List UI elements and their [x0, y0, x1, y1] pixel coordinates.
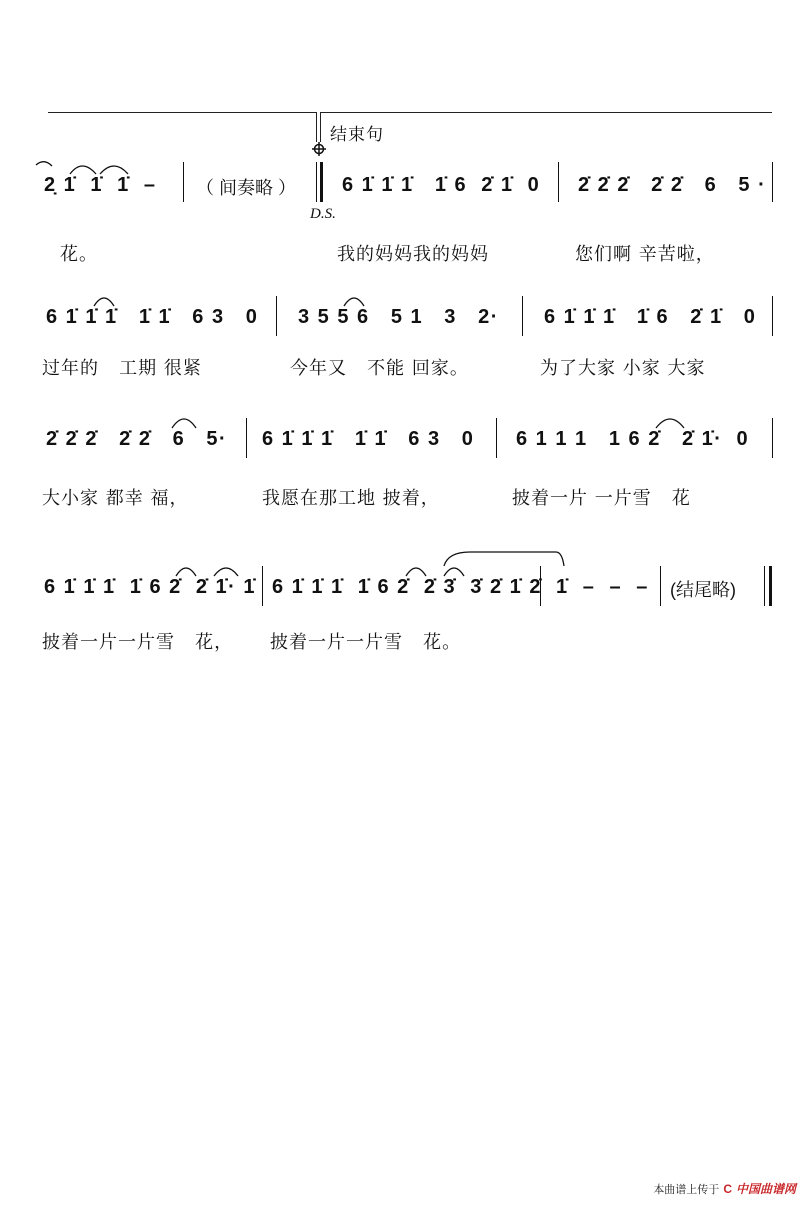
row3-lyric2: 我愿在那工地 披着， — [262, 488, 440, 509]
row3-lyric3: 披着一片 一片雪 花 — [512, 488, 691, 509]
row4-lyric2: 披着一片一片雪 花。 — [270, 632, 462, 653]
row4-lyric1: 披着一片一片雪 花， — [42, 632, 234, 653]
footer — [653, 1180, 796, 1197]
row3-lyric1: 大小家 都幸 福， — [42, 488, 189, 509]
row2-measure1: 6 1̇ 1̇ 1̇ 1̇ 1̇ 6 3 0 — [46, 306, 259, 328]
ds-mark: D.S. — [310, 206, 336, 222]
row3-measure3: 6 1 1 1 1 6 2̇ 2̇ 1̇· 0 — [516, 428, 750, 450]
row1-interlude: （ 间奏略 ） — [196, 178, 297, 198]
row1-lyric1: 花。 — [60, 244, 98, 265]
row1-measure2: 6 1̇ 1̇ 1̇ 1̇ 6 2̇ 1̇ 0 — [342, 174, 541, 196]
row2-measure2: 3 5 5 6 5 1 3 2· — [298, 306, 499, 328]
row3-measure2: 6 1̇ 1̇ 1̇ 1̇ 1̇ 6 3 0 — [262, 428, 475, 450]
coda-label: 结束句 — [330, 125, 384, 144]
row1-measure1: 2̣ 1̇ 1̇ 1̇ – — [44, 174, 157, 196]
footer-upload-text: 本曲谱上传于 — [653, 1183, 720, 1196]
row1-lyric2: 我的妈妈我的妈妈 — [337, 244, 489, 265]
row2-measure3: 6 1̇ 1̇ 1̇ 1̇ 6 2̇ 1̇ 0 — [544, 306, 757, 328]
row1-measure3: 2̇ 2̇ 2̇ 2̇ 2̇ 6 5 · — [578, 174, 767, 196]
site-logo-icon: C — [723, 1181, 732, 1196]
row2-lyric2: 今年又 不能 回家。 — [290, 358, 469, 379]
row4-measure3: 1̇ – – – — [556, 576, 649, 598]
footer-site-name[interactable]: 中国曲谱网 — [735, 1182, 796, 1196]
row2-lyric1: 过年的 工期 很紧 — [42, 358, 202, 379]
row4-measure1: 6 1̇ 1̇ 1̇ 1̇ 6 2̇ 2̇ 1̇· 1̇ — [44, 576, 257, 598]
row3-measure1: 2̇ 2̇ 2̇ 2̇ 2̇ 6 5· — [46, 428, 228, 450]
row4-measure2: 6 1̇ 1̇ 1̇ 1̇ 6 2̇ 2̇ 3̇ 3̇ 2̇ 1̇ 2̇ — [272, 576, 542, 598]
row2-lyric3: 为了大家 小家 大家 — [540, 358, 706, 379]
row4-ending: (结尾略) — [670, 580, 736, 600]
row1-lyric3: 您们啊 辛苦啦， — [575, 244, 715, 265]
slur — [36, 162, 52, 166]
